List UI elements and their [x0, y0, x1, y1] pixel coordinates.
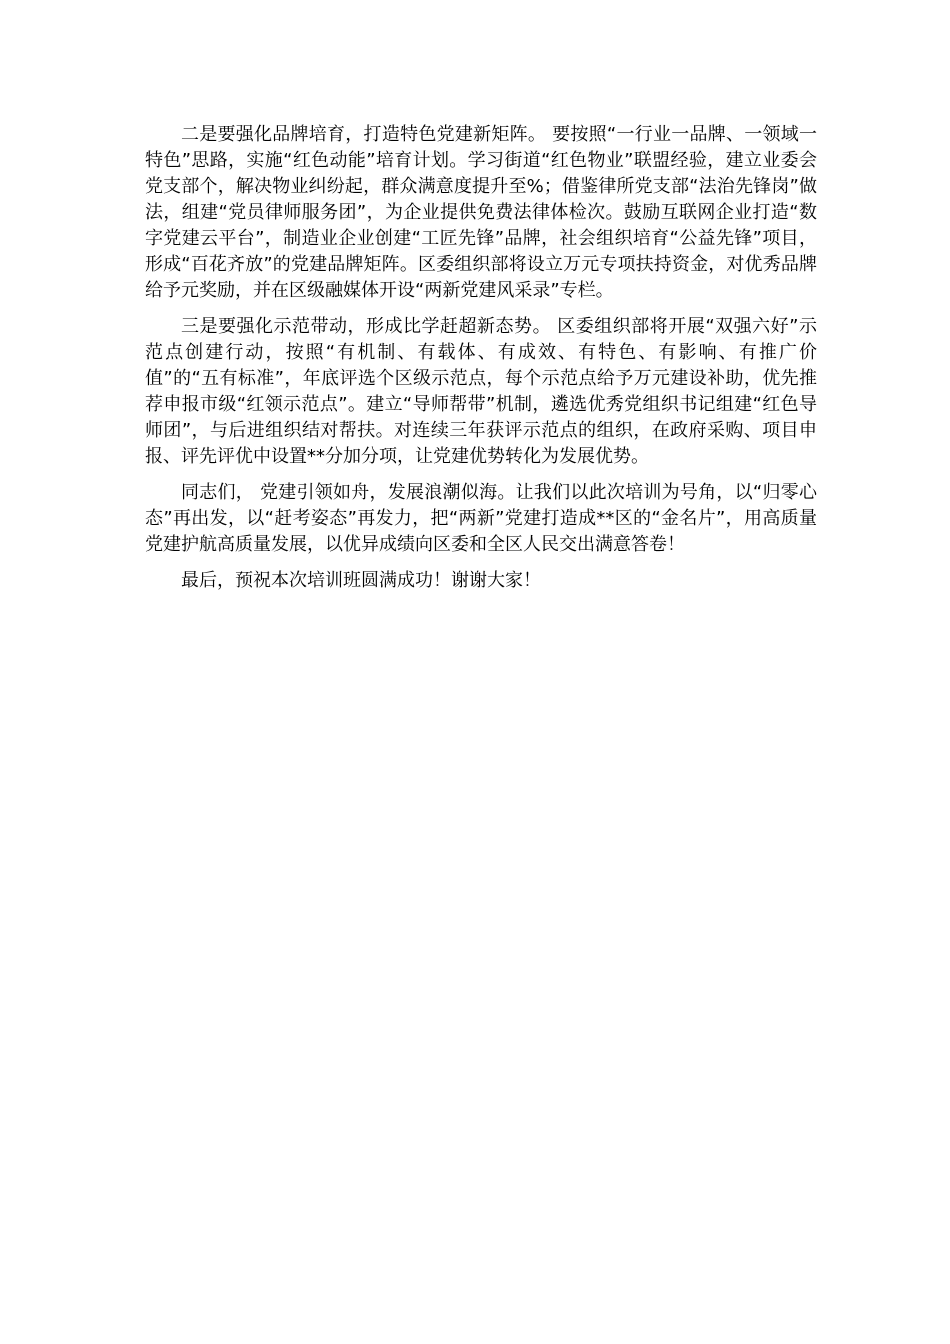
paragraph-brand-cultivation: 二是要强化品牌培育，打造特色党建新矩阵。 要按照“一行业一品牌、一领域一特色”思路，实施“红色动能”培育计划。学习街道“红色物业”联盟经验，建立业委会党支部个，解决物业纠纷起，群众满意度提升至%；借鉴律所党支部“法治先锋岗”做法，组建“党员律师服务团”，为企业提供免费法律体检次。鼓励互联网企业打造“数字党建云平台”，制造业企业创建“工匠先锋”品牌，社会组织培育“公益先锋”项目，形成“百花齐放”的党建品牌矩阵。区委组织部将设立万元专项扶持资金，对优秀品牌给予元奖励，并在区级融媒体开设“两新党建风采录”专栏。 — [145, 124, 817, 301]
paragraph-demonstration: 三是要强化示范带动，形成比学赶超新态势。 区委组织部将开展“双强六好”示范点创建行动，按照“有机制、有载体、有成效、有特色、有影响、有推广价值”的“五有标准”，年底评选个区级示范点，每个示范点给予万元建设补助，优先推荐申报市级“红领示范点”。建立“导师帮带”机制，遴选优秀党组织书记组建“红色导师团”，与后进组织结对帮扶。对连续三年获评示范点的组织，在政府采购、项目申报、评先评优中设置**分加分项，让党建优势转化为发展优势。 — [145, 316, 817, 467]
paragraph-final-wish: 最后，预祝本次培训班圆满成功！谢谢大家！ — [181, 570, 541, 591]
document-page — [145, 122, 817, 604]
paragraph-closing-call: 同志们， 党建引领如舟，发展浪潮似海。让我们以此次培训为号角，以“归零心态”再出发，以“赶考姿态”再发力，把“两新”党建打造成**区的“金名片”，用高质量党建护航高质量发展，以优异成绩向区委和全区人民交出满意答卷！ — [145, 482, 817, 555]
